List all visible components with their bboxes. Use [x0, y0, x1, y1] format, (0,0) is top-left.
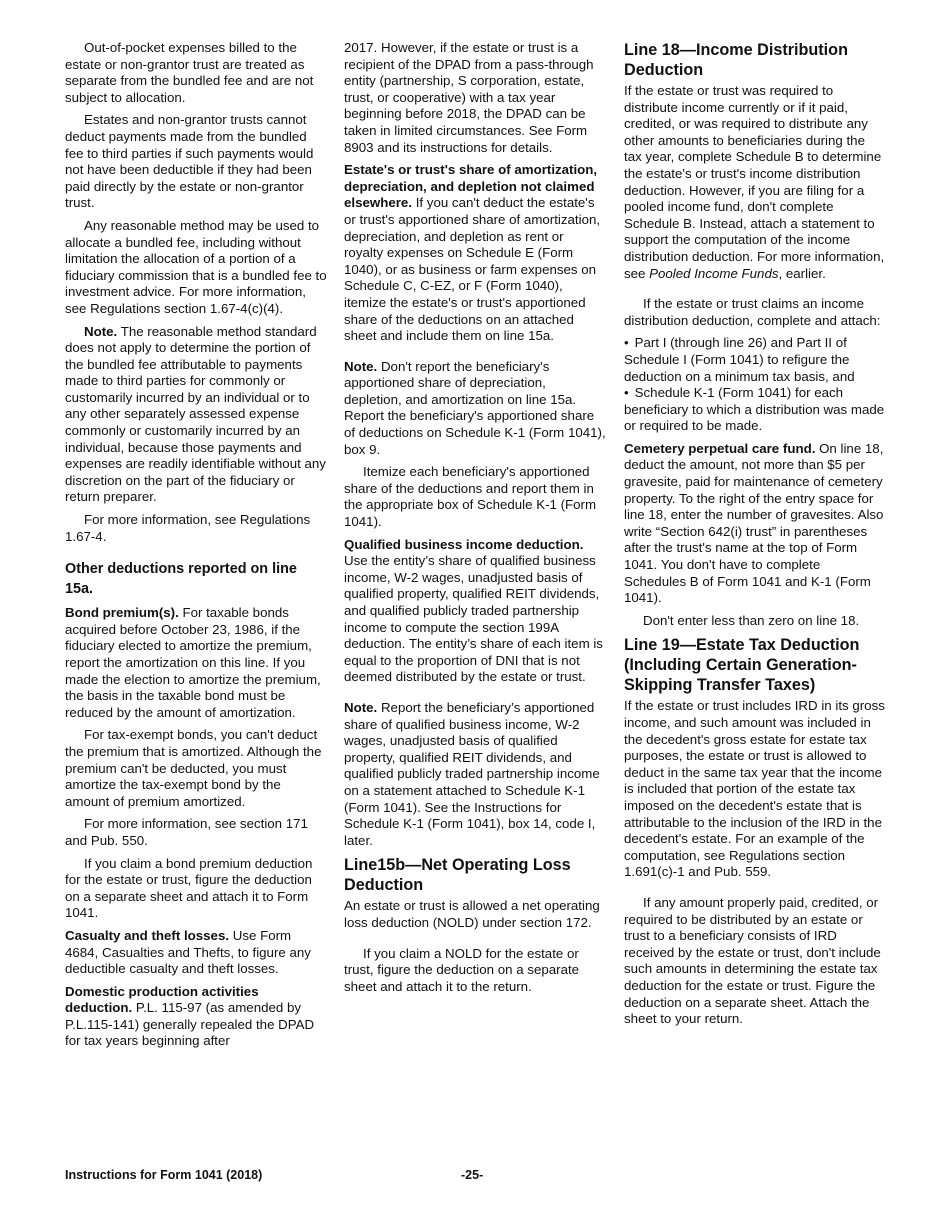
paragraph: Estate's or trust's share of amortization, depreciation, and depletion not claimed elsewhere. If you can't deduct the estate's or trust's apportioned share of amortization, depreciation, and depletion as rent or royalty expenses on Schedule E (Form 1040), or as business or farm expenses on Schedule C, C-EZ, or F (Form 1040), itemize the estate's or trust's apportioned share of the deductions on an attached sheet and include them on line 15a. — [344, 162, 601, 344]
subheading-domestic-production: Domestic production activities deduction. — [65, 983, 259, 1016]
footer-form-title: Instructions for Form 1041 (2018) — [65, 1168, 263, 1182]
section-heading-line-19: Line 19—Estate Tax Deduction (Including Certain Generation-Skipping Transfer Taxes) — [624, 636, 860, 695]
paragraph: Don't enter less than zero on line 18. — [643, 612, 860, 628]
paragraph: If any amount properly paid, credited, or required to be distributed by an estate or trust to a beneficiary consists of IRD received by the estate or trust, don't include such amounts in determining the estate tax deduction for the estate or trust. Figure the deduction on a separate sheet. Attach the sheet to your return. — [624, 894, 881, 1027]
paragraph: Any reasonable method may be used to allocate a bundled fee, including without limitation the allocation of a portion of a fiduciary commission that is a bundled fee to investment advice. For more information, see Regulations section 1.67-4(c)(4). — [65, 217, 327, 316]
paragraph: 2017. However, if the estate or trust is a recipient of the DPAD from a pass-through entity (partnership, S corporation, estate, trust, or cooperative) with a tax year beginning before 2018, the DPAD can be taken in limited circumstances. See Form 8903 and its instructions for details. — [344, 40, 594, 155]
paragraph: An estate or trust is allowed a net operating loss deduction (NOLD) under section 172. — [344, 898, 600, 930]
paragraph: If you claim a bond premium deduction for the estate or trust, figure the deduction on a separate sheet and attach it to Form 1041. — [65, 855, 313, 921]
column-left — [65, 40, 327, 1056]
column-middle — [344, 40, 606, 1001]
reference-pooled-income-funds: Pooled Income Funds — [649, 265, 779, 281]
paragraph: Domestic production activities deduction. P.L. 115-97 (as amended by P.L.115-141) generally repealed the DPAD for tax years beginning after — [65, 983, 315, 1049]
paragraph: Cemetery perpetual care fund. On line 18, deduct the amount, not more than $5 per gravesite, paid for maintenance of cemetery property. To the right of the entry space for line 18, enter the number of gravesites. Also write “Section 642(i) trust” in parentheses after the trust's name at the top of Form 1041. You don't have to complete Schedules B of Form 1041 and K-1 (Form 1041). — [624, 440, 884, 606]
paragraph: Itemize each beneficiary's apportioned share of the deductions and report them in the appropriate box of Schedule K-1 (Form 1041). — [344, 464, 597, 530]
paragraph: If the estate or trust was required to distribute income currently or if it paid, credited, or was required to distribute any other amounts to beneficiaries during the tax year, complete Schedule B to determine the estate's or trust's income distribution deduction. However, if you are filing for a pooled income fund, don't complete Schedule B. Instead, attach a statement to support the computation of the income distribution deduction. For more information, see Pooled Income Funds, earlier. — [624, 83, 885, 281]
note-label: Note. — [344, 358, 378, 374]
subheading-qbi: Qualified business income deduction. — [344, 536, 584, 552]
paragraph: For more information, see section 171 and Pub. 550. — [65, 816, 308, 848]
paragraph: Bond premium(s). For taxable bonds acquired before October 23, 1986, if the fiduciary elected to amortize the premium, report the amortization on this line. If you made the election to amortize the premium, the basis in the taxable bond must be reduced by the amount of amortization. — [65, 605, 321, 720]
section-heading-line-18: Line 18—Income Distribution Deduction — [624, 41, 848, 79]
paragraph: Note. Report the beneficiary’s apportioned share of qualified business income, W-2 wages, unadjusted basis of qualified property, qualified REIT dividends, and qualified publicly traded partnership income on a statement attached to Schedule K-1 (Form 1041). See the Instructions for Schedule K-1 (Form 1041), box 14, code I, later. — [344, 699, 600, 848]
column-right — [624, 40, 886, 1034]
section-heading-line-15b: Line15b—Net Operating Loss Deduction — [344, 856, 571, 895]
paragraph: Qualified business income deduction. Use the entity’s share of qualified business income, W-2 wages, unadjusted basis of qualified property, qualified REIT dividends, and qualified publicly traded partnership income to compute the section 199A deduction. The entity’s share of each item is equal to the proportion of DNI that is not deemed distributed by the estate or trust. — [344, 536, 603, 685]
list-item: • Schedule K-1 (Form 1041) for each beneficiary to which a distribution was made or required to be made. — [624, 385, 886, 435]
note-label: Note. — [344, 699, 378, 715]
paragraph: For more information, see Regulations 1.67-4. — [65, 512, 311, 544]
subheading-amortization: Estate's or trust's share of amortization, depreciation, and depletion not claimed elsewhere. — [344, 162, 598, 211]
note-label: Note. — [84, 323, 118, 339]
paragraph: If the estate or trust claims an income distribution deduction, complete and attach: — [624, 296, 881, 328]
page-number: -25- — [461, 1168, 484, 1182]
paragraph: Casualty and theft losses. Use Form 4684, Casualties and Thefts, to figure any deductible casualty and theft losses. — [65, 927, 311, 977]
paragraph: Estates and non-grantor trusts cannot deduct payments made from the bundled fee to third parties if such payments would not have been deductible if they had been paid directly by the estate or non-grantor trust. — [65, 112, 314, 211]
note-text: The reasonable method standard does not apply to determine the portion of the bundled fee attributable to payments made to third parties for commonly or customarily incurred by an individual or to any other separately assessed expense commonly or customarily incurred by an individual, because those payments and expenses are readily identifiable without any discretion on the part of the fiduciary or return preparer. — [65, 323, 326, 505]
paragraph — [65, 324, 327, 507]
paragraph: For tax-exempt bonds, you can't deduct the premium that is amortized. Although the premium can't be deducted, you must amortize the tax-exempt bond by the amount of premium amortized. — [65, 727, 322, 809]
section-heading-other-deductions: Other deductions reported on line 15a. — [65, 561, 297, 598]
paragraph: Out-of-pocket expenses billed to the estate or non-grantor trust are treated as separate from the bundled fee and are not subject to allocation. — [65, 40, 314, 105]
paragraph: Note. Don't report the beneficiary's apportioned share of depreciation, depletion, and amortization on line 15a. Report the beneficiary's apportioned share of deductions on Schedule K-1 (Form 1041), box 9. — [344, 358, 606, 457]
paragraph: If the estate or trust includes IRD in its gross income, and such amount was included in the decedent's gross estate for estate tax purposes, the estate or trust is allowed to deduct in the same tax year that the income is included that portion of the estate tax imposed on the decedent's estate that is attributable to the inclusion of the IRD in the decedent's estate. For an example of the computation, see Regulations section 1.691(c)-1 and Pub. 559. — [624, 698, 885, 880]
bullet-list — [624, 335, 886, 435]
subheading-casualty: Casualty and theft losses. — [65, 927, 230, 943]
subheading-bond-premium: Bond premium(s). — [65, 605, 179, 621]
paragraph: If you claim a NOLD for the estate or trust, figure the deduction on a separate sheet and attach it to the return. — [344, 945, 580, 994]
subheading-cemetery: Cemetery perpetual care fund. — [624, 440, 816, 456]
list-item: • Part I (through line 26) and Part II of Schedule I (Form 1041) to refigure the deduction on a minimum tax basis, and — [624, 335, 886, 385]
